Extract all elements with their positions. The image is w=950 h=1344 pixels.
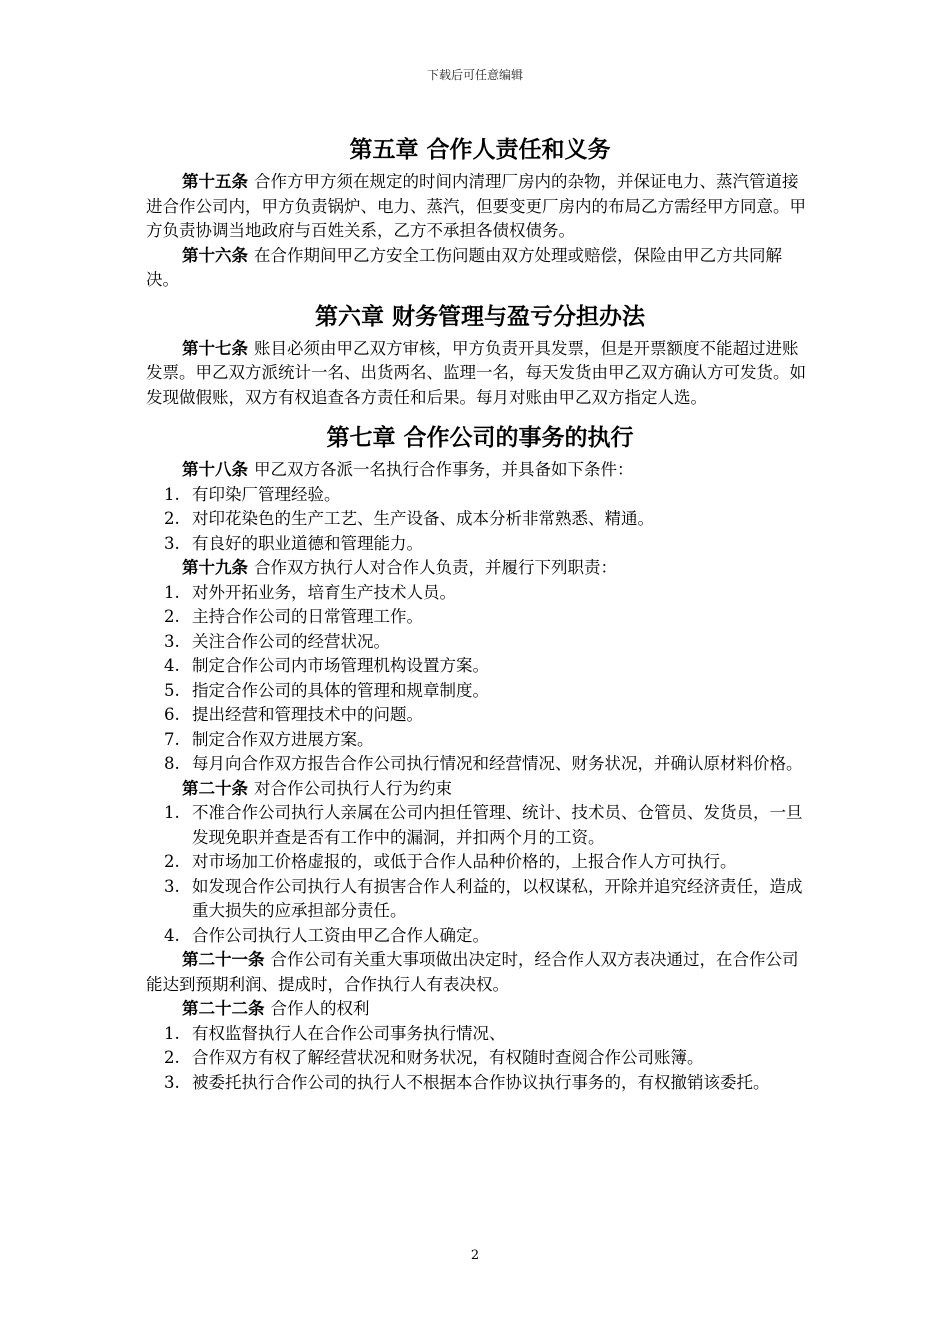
article-22-text: 合作人的权利 <box>270 999 370 1018</box>
article-18-text: 甲乙双方各派一名执行合作事务，并具备如下条件： <box>254 460 634 479</box>
list-item-text: 制定合作公司内市场管理机构设置方案。 <box>192 656 489 675</box>
page-header: 下载后可任意编辑 <box>426 68 523 82</box>
list-item-text: 每月向合作双方报告合作公司执行情况和经营情况、财务状况，并确认原材料价格。 <box>192 754 803 773</box>
list-item-text: 如发现合作公司执行人有损害合作人利益的，以权谋私，开除并追究经济责任，造成重大损失的应承担部分责任。 <box>192 876 803 920</box>
article-21-text: 合作公司有关重大事项做出决定时，经合作人双方表决通过，在合作公司能达到预期利润、提成时，合作执行人有表决权。 <box>146 950 799 994</box>
article-20-text: 对合作公司执行人行为约束 <box>254 778 452 798</box>
list-item-text: 不准合作公司执行人亲属在公司内担任管理、统计、技术员、仓管员、发货员，一旦发现免职并查是否有工作中的漏洞，并扣两个月的工资。 <box>192 803 803 847</box>
list-item <box>146 1071 814 1096</box>
list-item <box>146 752 814 777</box>
article-20-list <box>146 801 814 948</box>
list-item <box>146 1022 814 1047</box>
article-17-text: 账目必须由甲乙双方审核，甲方负责开具发票，但是开票额度不能超过进账发票。甲乙双方派统计一名、出货两名、监理一名，每天发货由甲乙双方确认方可发货。如发现做假账，双方有权追查各方责任和后果。每月对账由甲乙双方指定人选。 <box>146 338 806 407</box>
list-item-text: 对市场加工价格虚报的，或低于合作人品种价格的，上报合作人方可执行。 <box>192 852 737 871</box>
article-18 <box>146 458 814 483</box>
page-number: 2 <box>470 1248 480 1263</box>
chapter-6-title: 第六章 财务管理与盈亏分担办法 <box>314 303 645 330</box>
list-item-number: 3. <box>164 631 180 651</box>
article-15-text: 合作方甲方须在规定的时间内清理厂房内的杂物，并保证电力、蒸汽管道接进合作公司内，甲方负责锅炉、电力、蒸汽，但要变更厂房内的布局乙方需经甲方同意。甲方负责协调当地政府与百姓关系，乙方不承担各债权债务。 <box>146 172 806 240</box>
list-item <box>146 703 814 728</box>
article-22-label: 第二十二条 <box>182 999 265 1018</box>
list-item-number: 5. <box>164 680 180 700</box>
article-18-list <box>146 483 814 557</box>
list-item-number: 3. <box>164 876 180 896</box>
list-item-number: 4. <box>164 656 180 675</box>
list-item-number: 1. <box>164 484 180 504</box>
article-20-label: 第二十条 <box>182 778 248 798</box>
article-19-text: 合作双方执行人对合作人负责，并履行下列职责： <box>254 558 617 577</box>
list-item-text: 对印花染色的生产工艺、生产设备、成本分析非常熟悉、精通。 <box>192 509 654 528</box>
list-item <box>146 581 814 606</box>
article-20 <box>146 777 814 802</box>
list-item-number: 2. <box>164 1048 180 1067</box>
list-item-text: 有权监督执行人在合作公司事务执行情况、 <box>192 1023 506 1043</box>
list-item <box>146 924 814 949</box>
list-item-number: 4. <box>164 925 180 945</box>
article-16 <box>146 244 814 293</box>
chapter-7-title: 第七章 合作公司的事务的执行 <box>326 425 634 451</box>
list-item-number: 1. <box>164 803 180 822</box>
list-item-number: 1. <box>164 582 180 602</box>
list-item-text: 有良好的职业道德和管理能力。 <box>192 533 423 553</box>
list-item-text: 制定合作双方进展方案。 <box>192 729 374 749</box>
article-16-text: 在合作期间甲乙方安全工伤问题由双方处理或赔偿，保险由甲乙方共同解决。 <box>146 245 782 289</box>
list-item-number: 2. <box>164 607 180 626</box>
list-item <box>146 507 814 532</box>
article-17 <box>146 337 814 411</box>
article-15-label: 第十五条 <box>182 172 248 191</box>
list-item-number: 2. <box>164 852 180 871</box>
list-item <box>146 1046 814 1071</box>
list-item-number: 3. <box>164 1072 180 1092</box>
list-item <box>146 630 814 655</box>
list-item <box>146 801 814 850</box>
list-item <box>146 532 814 557</box>
list-item <box>146 728 814 753</box>
article-22 <box>146 997 814 1022</box>
article-21-label: 第二十一条 <box>182 950 265 969</box>
list-item-number: 3. <box>164 533 180 553</box>
article-19 <box>146 556 814 581</box>
article-17-label: 第十七条 <box>182 338 248 358</box>
article-16-label: 第十六条 <box>182 245 248 265</box>
list-item <box>146 679 814 704</box>
list-item <box>146 654 814 679</box>
article-22-list <box>146 1022 814 1096</box>
list-item-number: 2. <box>164 509 180 528</box>
list-item-number: 1. <box>164 1023 180 1043</box>
list-item-text: 被委托执行合作公司的执行人不根据本合作协议执行事务的，有权撤销该委托。 <box>192 1072 770 1092</box>
article-19-label: 第十九条 <box>182 558 248 577</box>
article-15 <box>146 170 814 244</box>
list-item-text: 合作公司执行人工资由甲乙合作人确定。 <box>192 925 489 945</box>
list-item-number: 7. <box>164 729 180 749</box>
list-item-text: 关注合作公司的经营状况。 <box>192 631 390 651</box>
chapter-5-title: 第五章 合作人责任和义务 <box>349 137 611 163</box>
list-item <box>146 483 814 508</box>
document-body <box>146 130 814 1095</box>
list-item-text: 合作双方有权了解经营状况和财务状况，有权随时查阅合作公司账簿。 <box>192 1048 704 1067</box>
list-item-text: 主持合作公司的日常管理工作。 <box>192 607 423 626</box>
list-item-text: 有印染厂管理经验。 <box>192 484 341 504</box>
list-item-number: 6. <box>164 705 180 724</box>
list-item-text: 对外开拓业务，培育生产技术人员。 <box>192 582 456 602</box>
list-item-text: 指定合作公司的具体的管理和规章制度。 <box>192 680 489 700</box>
article-21 <box>146 948 814 997</box>
list-item-number: 8. <box>164 754 180 773</box>
article-18-label: 第十八条 <box>182 460 248 479</box>
list-item <box>146 850 814 875</box>
list-item-text: 提出经营和管理技术中的问题。 <box>192 705 423 724</box>
list-item <box>146 875 814 924</box>
list-item <box>146 605 814 630</box>
article-19-list <box>146 581 814 777</box>
